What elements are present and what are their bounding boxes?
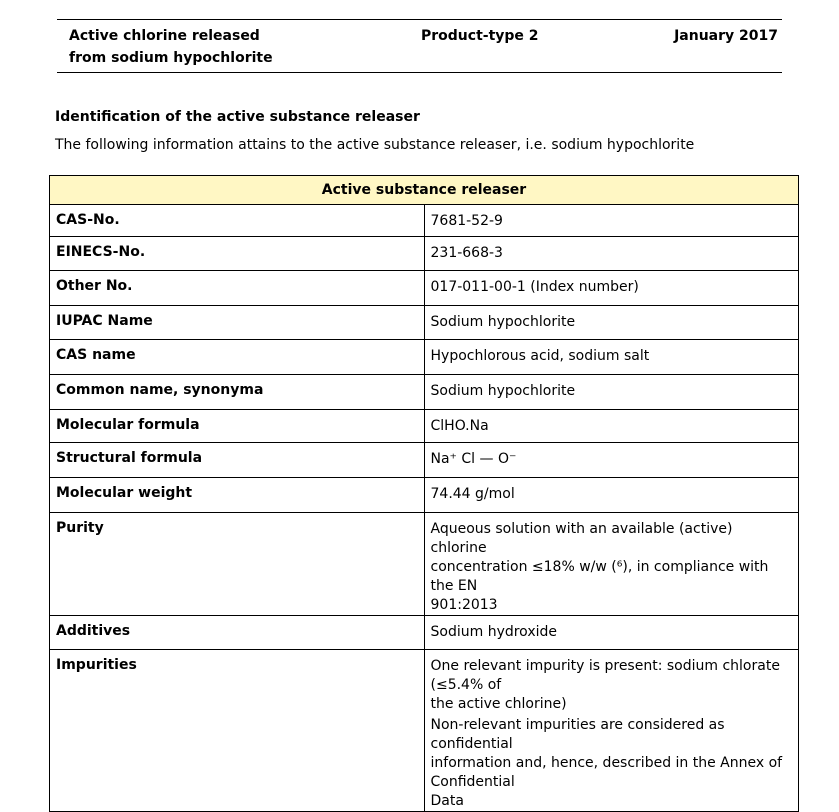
row-value: [424, 340, 799, 375]
row-label: Additives: [50, 616, 425, 650]
row-label: Purity: [50, 513, 425, 616]
product-type: Product-type 2: [421, 28, 539, 44]
row-value-line: Sodium hypochlorite: [430, 383, 576, 399]
section-intro: The following information attains to the active substance releaser, i.e. sodium hypochlorite: [55, 137, 695, 153]
row-value: [424, 306, 799, 340]
active-substance-table: [49, 175, 799, 812]
table-row: [50, 205, 799, 237]
table-row: [50, 478, 799, 513]
row-label: CAS name: [50, 340, 425, 375]
row-value-line: 017-011-00-1 (Index number): [430, 279, 639, 295]
row-value-line: Sodium hydroxide: [430, 624, 557, 640]
row-value-line: concentration ≤18% w/w (⁶), in compliance with the EN: [430, 559, 769, 594]
row-value: [424, 375, 799, 410]
row-value: [424, 205, 799, 237]
table-row: [50, 340, 799, 375]
row-value: [424, 650, 799, 812]
row-value-line: the active chlorine): [430, 696, 567, 712]
row-value-line: Na⁺ Cl — O⁻: [430, 451, 517, 467]
row-value-line: One relevant impurity is present: sodium chlorate (≤5.4% of: [430, 658, 780, 693]
row-value-line: 7681-52-9: [430, 213, 503, 229]
document-title-line2: from sodium hypochlorite: [69, 50, 273, 66]
row-value: [424, 616, 799, 650]
row-value-line: information and, hence, described in the Annex of Confidential: [430, 755, 783, 790]
row-value-line: Aqueous solution with an available (active) chlorine: [430, 521, 733, 556]
table-row: [50, 410, 799, 443]
row-label: IUPAC Name: [50, 306, 425, 340]
row-value: [424, 271, 799, 306]
row-value: [424, 237, 799, 271]
row-value-line: ClHO.Na: [430, 418, 489, 434]
row-value-line: Non-relevant impurities are considered as confidential: [430, 717, 725, 752]
row-value-line: 231-668-3: [430, 245, 503, 261]
row-value: [424, 513, 799, 616]
header-top-rule: [57, 19, 782, 20]
table-row: [50, 616, 799, 650]
row-value: [424, 443, 799, 478]
table-row: [50, 271, 799, 306]
table-row: [50, 306, 799, 340]
row-label: Common name, synonyma: [50, 375, 425, 410]
table-row: [50, 375, 799, 410]
table-row: [50, 513, 799, 616]
row-label: EINECS-No.: [50, 237, 425, 271]
document-title-line1: Active chlorine released: [69, 28, 260, 44]
row-label: Molecular weight: [50, 478, 425, 513]
header-bottom-rule: [57, 72, 782, 73]
row-label: Molecular formula: [50, 410, 425, 443]
row-value-line: Sodium hypochlorite: [430, 314, 576, 330]
row-value-line: Data: [430, 793, 464, 809]
table-row: [50, 650, 799, 812]
table-row: [50, 237, 799, 271]
section-title: Identification of the active substance releaser: [55, 109, 420, 125]
table-row: [50, 443, 799, 478]
row-value-line: Hypochlorous acid, sodium salt: [430, 348, 650, 364]
row-label: Impurities: [50, 650, 425, 812]
row-value-line: 74.44 g/mol: [430, 486, 515, 502]
document-date: January 2017: [674, 28, 778, 44]
row-label: Other No.: [50, 271, 425, 306]
table-caption: Active substance releaser: [50, 176, 799, 205]
row-label: CAS-No.: [50, 205, 425, 237]
row-value: [424, 478, 799, 513]
row-label: Structural formula: [50, 443, 425, 478]
table-body: [50, 205, 799, 812]
row-value: [424, 410, 799, 443]
row-value-line: 901:2013: [430, 597, 498, 613]
document-title: [69, 25, 273, 69]
